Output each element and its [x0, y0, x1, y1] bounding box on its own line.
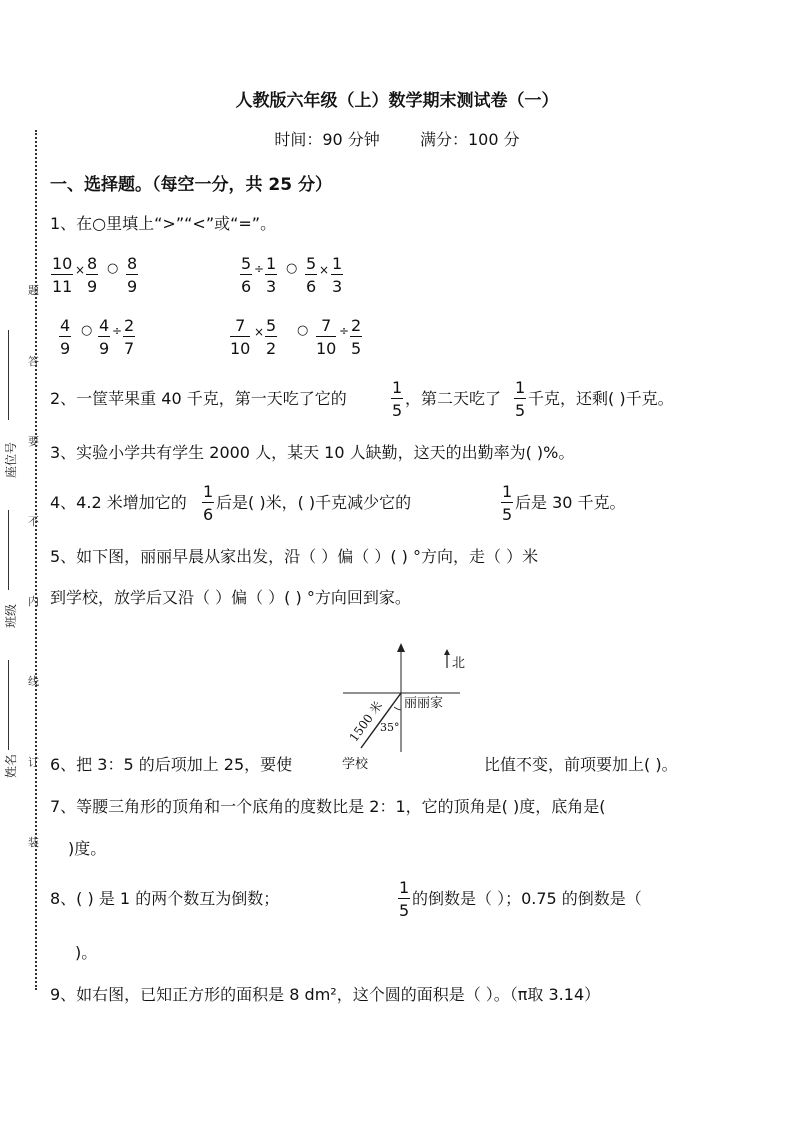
fraction: $\frac{4}{9}$ [60, 316, 71, 358]
question-6-part2: 比值不变，前项要加上( )。 [484, 755, 678, 774]
fraction: $\frac{1}{5}$ [515, 378, 526, 420]
angle-label: 35° [380, 721, 400, 734]
question-5-line1: 5、如下图，丽丽早晨从家出发，沿（ ）偏（ ）( ) °方向，走（ ）米 [50, 547, 539, 566]
fraction: $\frac{1}{5}$ [502, 482, 513, 524]
binding-dotted-line [35, 130, 37, 990]
fraction: $\frac{1}{5}$ [399, 878, 410, 920]
distance-label: 1500 米 [346, 698, 386, 745]
school-label: 学校 [342, 757, 369, 772]
question-6-part1: 6、把 3：5 的后项加上 25，要使 [50, 755, 293, 774]
north-label: 北 [452, 656, 466, 671]
margin-char: 答 [28, 355, 39, 368]
fraction: $\frac{1}{5}$ [392, 378, 403, 420]
question-5-line2: 到学校，放学后又沿（ ）偏（ ）( ) °方向回到家。 [50, 588, 411, 607]
north-arrow-head-icon [444, 649, 450, 655]
times-sign: × [319, 263, 330, 277]
question-3-text: 3、实验小学共有学生 2000 人，某天 10 人缺勤，这天的出勤率为( )%。 [50, 443, 575, 462]
times-sign: × [75, 263, 86, 277]
class-blank[interactable] [8, 510, 9, 590]
divide-sign: ÷ [254, 262, 265, 276]
fraction: $\frac{8}{9}$ [127, 254, 138, 296]
seat-number-blank[interactable] [8, 330, 9, 420]
seat-number-label: 座位号 [4, 441, 18, 478]
fraction: $\frac{7}{10}$ [230, 316, 251, 358]
fraction: $\frac{1}{3}$ [332, 254, 343, 296]
question-7-line1: 7、等腰三角形的顶角和一个底角的度数比是 2：1，它的顶角是( )度，底角是( [50, 797, 606, 816]
fraction: $\frac{7}{10}$ [316, 316, 337, 358]
fraction: $\frac{4}{9}$ [99, 316, 110, 358]
page-title: 人教版六年级（上）数学期末测试卷（一） [235, 91, 559, 111]
fraction: $\frac{1}{6}$ [203, 482, 214, 524]
fraction: $\frac{10}{11}$ [52, 254, 73, 296]
question-7-line2: )度。 [68, 839, 107, 858]
compare-circle[interactable]: ○ [81, 323, 93, 338]
question-2-part3: 千克，还剩( )千克。 [528, 389, 674, 408]
name-label: 姓名 [4, 753, 18, 778]
section-heading: 一、选择题。（每空一分，共 25 分） [50, 175, 332, 195]
divide-sign: ÷ [112, 324, 123, 338]
score-label: 满分：100 分 [420, 130, 520, 149]
compare-circle[interactable]: ○ [286, 261, 298, 276]
fraction: $\frac{8}{9}$ [87, 254, 98, 296]
question-8-line2: )。 [75, 943, 98, 962]
margin-char: 订 [28, 756, 39, 769]
question-1-text: 1、在○里填上“>”“<”或“=”。 [50, 214, 277, 233]
question-4-part2: 后是( )米，( )千克减少它的 [216, 493, 412, 512]
fraction: $\frac{5}{6}$ [306, 254, 317, 296]
margin-char: 要 [28, 435, 39, 448]
divide-sign: ÷ [339, 324, 350, 338]
home-label: 丽丽家 [404, 696, 444, 711]
fraction: $\frac{2}{5}$ [351, 316, 362, 358]
margin-char: 题 [28, 284, 39, 297]
margin-char: 装 [28, 836, 39, 849]
fraction: $\frac{5}{2}$ [266, 316, 277, 358]
question-8-part1: 8、( ) 是 1 的两个数互为倒数； [50, 889, 280, 908]
fraction: $\frac{2}{7}$ [124, 316, 135, 358]
time-label: 时间：90 分钟 [274, 130, 380, 149]
compare-circle[interactable]: ○ [297, 323, 309, 338]
question-2-part2: ，第二天吃了 [405, 389, 502, 408]
angle-arc [394, 707, 401, 710]
exam-info [0, 127, 794, 150]
axis-arrow-icon [397, 643, 405, 652]
fraction: $\frac{1}{3}$ [266, 254, 277, 296]
question-4-part3: 后是 30 千克。 [515, 493, 626, 512]
fraction: $\frac{5}{6}$ [241, 254, 252, 296]
margin-char: 线 [28, 675, 39, 688]
question-4-part1: 4、4.2 米增加它的 [50, 493, 187, 512]
question-8-part2: 的倒数是（ ）；0.75 的倒数是（ [412, 889, 642, 908]
margin-char: 不 [28, 515, 39, 528]
compare-circle[interactable]: ○ [107, 261, 119, 276]
question-2-part1: 2、一筐苹果重 40 千克，第一天吃了它的 [50, 389, 347, 408]
name-blank[interactable] [8, 660, 9, 750]
times-sign: × [254, 325, 265, 339]
question-9-text: 9、如右图，已知正方形的面积是 8 dm²，这个圆的面积是（ ）。（π取 3.14） [50, 985, 601, 1004]
class-label: 班级 [4, 603, 18, 628]
margin-char: 内 [28, 595, 39, 608]
